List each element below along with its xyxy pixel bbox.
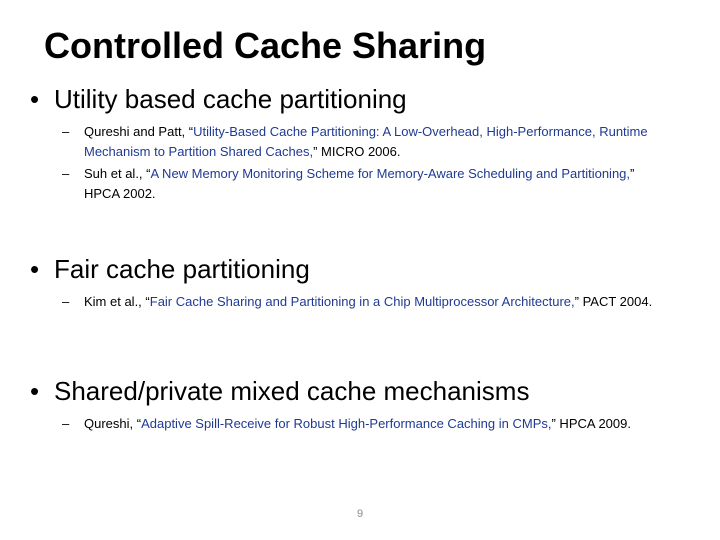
reference-title: Fair Cache Sharing and Partitioning in a Chip Multiprocessor Architecture,: [149, 294, 575, 309]
bullet-utility-partitioning: [30, 83, 407, 115]
page-number: 9: [356, 508, 364, 520]
bullet-label: Fair cache partitioning: [54, 254, 310, 284]
reference-author: Qureshi, “: [84, 416, 142, 431]
reference-item: [62, 292, 662, 312]
reference-venue: ” PACT 2004.: [574, 294, 653, 309]
bullet-label: Shared/private mixed cache mechanisms: [54, 376, 530, 406]
reference-venue: ” MICRO 2006.: [313, 144, 401, 159]
slide-title: Controlled Cache Sharing: [44, 25, 487, 66]
bullet-icon: •: [30, 254, 40, 284]
reference-author: Kim et al., “: [84, 294, 150, 309]
reference-item: [62, 414, 662, 434]
dash-icon: –: [62, 166, 70, 181]
reference-title: Adaptive Spill-Receive for Robust High-Performance Caching in CMPs,: [141, 416, 552, 431]
bullet-icon: •: [30, 84, 40, 114]
bullet-icon: •: [30, 376, 40, 406]
bullet-label: Utility based cache partitioning: [54, 84, 407, 114]
reference-text: [62, 122, 662, 162]
dash-icon: –: [62, 124, 70, 139]
bullet-mixed-mechanisms: [30, 375, 529, 407]
reference-title: Utility-Based Cache Partitioning: A Low-Overhead, High-Performance, Runtime Mechanism to Partition Shared Caches,: [84, 124, 648, 159]
reference-author: Qureshi and Patt, “: [84, 124, 194, 139]
reference-author: Suh et al., “: [84, 166, 151, 181]
reference-title: A New Memory Monitoring Scheme for Memory-Aware Scheduling and Partitioning,: [150, 166, 631, 181]
reference-text: [62, 164, 662, 204]
reference-item: [62, 122, 662, 162]
reference-text: [62, 414, 662, 434]
reference-venue: ” HPCA 2009.: [551, 416, 631, 431]
reference-text: [62, 292, 662, 312]
bullet-fair-partitioning: [30, 253, 310, 285]
reference-item: [62, 164, 662, 204]
reference-venue: ” HPCA 2002.: [84, 166, 635, 201]
dash-icon: –: [62, 416, 70, 431]
dash-icon: –: [62, 294, 70, 309]
